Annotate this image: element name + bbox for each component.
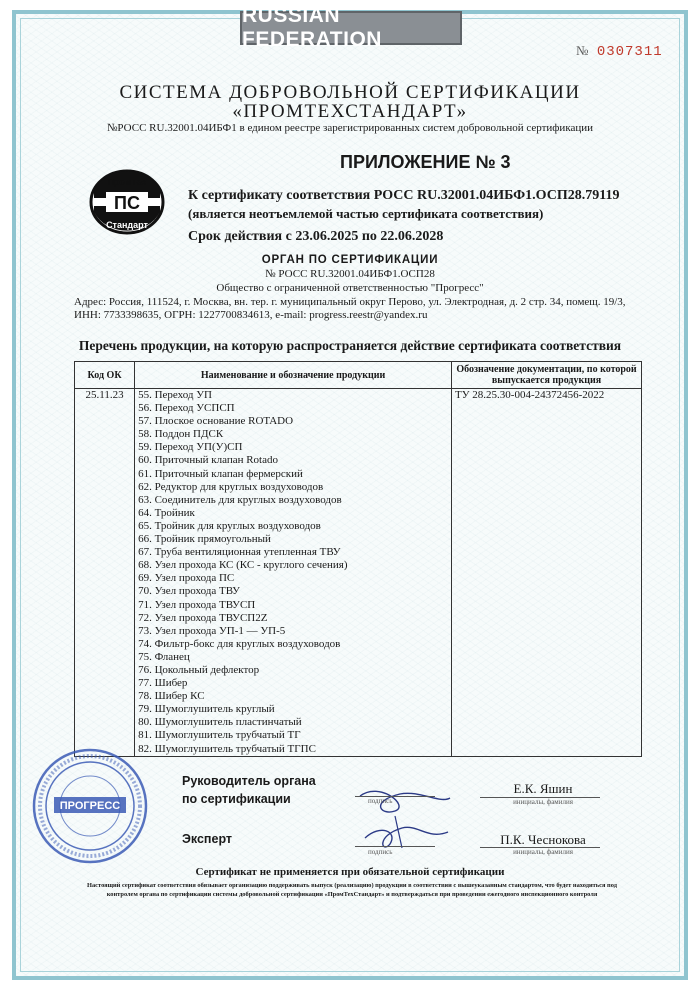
expert-label: Эксперт (182, 832, 233, 846)
product-doc: ТУ 28.25.30-004-24372456-2022 (452, 389, 642, 757)
organization-seal (30, 746, 150, 866)
country-banner (240, 4, 462, 51)
expert-name: П.К. Чеснокова (500, 832, 586, 847)
head-of-body-label (182, 772, 316, 808)
product-item: 70. Узел прохода ТВУ (138, 585, 240, 598)
system-registry: №РОСС RU.32001.04ИБФ1 в едином реестре зарегистрированных систем добровольной сертификации (106, 122, 594, 134)
product-table-header (75, 362, 642, 389)
product-item: 67. Труба вентиляционная утепленная ТВУ (138, 546, 341, 559)
certification-body-address: Адрес: Россия, 111524, г. Москва, вн. тер. г. муниципальный округ Перово, ул. Электродная, д. 2 стр. 34, помещ. 19/3, ИНН: 7733398635, ОГРН: 1227700834613, e-mail: progress.reestr@yandex.ru (74, 296, 626, 321)
head-label-line2: по сертификации (182, 792, 291, 806)
certification-body-title: ОРГАН ПО СЕРТИФИКАЦИИ (261, 254, 439, 266)
product-item: 72. Узел прохода ТВУСП2Z (138, 611, 268, 624)
fine-print: Настоящий сертификат соответствия обязывает организацию поддерживать выпуск (реализацию) продукции в соответствии с вышеуказанным стандартом, что будет находиться под контролем органа по сертификации системы добровольной сертификации «ПромТехСтандарт» и подтверждаться при проведении ежегодного инспекционного контроля (87, 882, 617, 898)
product-item: 74. Фильтр-бокс для круглых воздуховодов (138, 637, 341, 650)
product-item: 73. Узел прохода УП-1 — УП-5 (138, 624, 286, 637)
product-item: 62. Редуктор для круглых воздуховодов (138, 480, 324, 493)
expert-signature-caption: подпись (368, 848, 393, 856)
logo-mark: ПС (114, 193, 140, 213)
header-code: Код ОК (75, 362, 135, 389)
appendix-validity: Срок действия с 23.06.2025 по 22.06.2028 (188, 229, 444, 244)
product-item: 68. Узел прохода КС (КС - круглого сечения) (138, 559, 348, 572)
product-item: 56. Переход УСПСП (138, 402, 235, 415)
product-item: 65. Тройник для круглых воздуховодов (138, 519, 321, 532)
product-item: 69. Узел прохода ПС (138, 572, 235, 585)
certificate-number (576, 43, 663, 60)
product-item: 78. Шибер КС (138, 690, 205, 703)
product-item: 64. Тройник (138, 506, 195, 519)
certification-body-number: № РОСС RU.32001.04ИБФ1.ОСП28 (265, 268, 435, 280)
product-items (135, 389, 452, 757)
header-doc: Обозначение документации, по которой выпускается продукция (452, 362, 642, 389)
system-name: «ПРОМТЕХСТАНДАРТ» (232, 101, 468, 122)
product-item: 71. Узел прохода ТВУСП (138, 598, 256, 611)
appendix-certificate-ref: К сертификату соответствия РОСС RU.32001.04ИБФ1.ОСП28.79119 (188, 188, 620, 203)
product-item: 82. Шумоглушитель трубчатый ТГПС (138, 742, 316, 755)
head-signature-caption: подпись (368, 797, 393, 805)
product-list-title: Перечень продукции, на которую распространяется действие сертификата соответствия (78, 338, 622, 353)
logo-top-text: ПромТех (107, 177, 147, 187)
product-item: 75. Фланец (138, 650, 190, 663)
product-item: 66. Тройник прямоугольный (138, 533, 271, 546)
appendix-integral-note: (является неотъемлемой частью сертификата соответствия) (188, 206, 544, 221)
expert-name-caption: инициалы, фамилия (513, 848, 573, 856)
seal-center-text: ПРОГРЕСС (59, 800, 121, 812)
product-item: 57. Плоское основание ROTADO (138, 415, 294, 428)
product-code: 25.11.23 (75, 389, 135, 757)
product-item: 81. Шумоглушитель трубчатый ТГ (138, 729, 301, 742)
banner-text: RUSSIAN FEDERATION (242, 4, 382, 51)
product-item: 61. Приточный клапан фермерский (138, 467, 303, 480)
product-item: 55. Переход УП (138, 389, 212, 401)
logo-bottom-text: Стандарт (106, 220, 148, 230)
head-name-caption: инициалы, фамилия (513, 798, 573, 806)
head-signature-line (355, 796, 435, 797)
system-title: СИСТЕМА ДОБРОВОЛЬНОЙ СЕРТИФИКАЦИИ (119, 82, 581, 103)
number-value: 0307311 (596, 44, 663, 60)
expert-signature-line (355, 846, 435, 847)
product-item: 77. Шибер (138, 677, 188, 690)
head-name: Е.К. Яшин (513, 781, 573, 796)
promtekh-standart-logo (88, 168, 166, 236)
certification-body-name: Общество с ограниченной ответственностью "Прогресс" (216, 282, 484, 294)
head-label-line1: Руководитель органа (182, 774, 316, 788)
product-item: 59. Переход УП(У)СП (138, 441, 243, 454)
appendix-title: ПРИЛОЖЕНИЕ № 3 (340, 152, 511, 172)
product-item: 60. Приточный клапан Rotado (138, 454, 278, 467)
product-item: 76. Цокольный дефлектор (138, 663, 260, 676)
header-name: Наименование и обозначение продукции (135, 362, 452, 389)
table-row (75, 389, 642, 757)
not-mandatory-note: Сертификат не применяется при обязательной сертификации (195, 866, 505, 878)
signature-mark (350, 776, 460, 856)
number-label: № (576, 43, 589, 58)
product-item: 63. Соединитель для круглых воздуховодов (138, 493, 342, 506)
product-item: 79. Шумоглушитель круглый (138, 703, 275, 716)
product-table (74, 361, 642, 757)
product-item: 58. Поддон ПДСК (138, 428, 224, 441)
product-item: 80. Шумоглушитель пластинчатый (138, 716, 302, 729)
